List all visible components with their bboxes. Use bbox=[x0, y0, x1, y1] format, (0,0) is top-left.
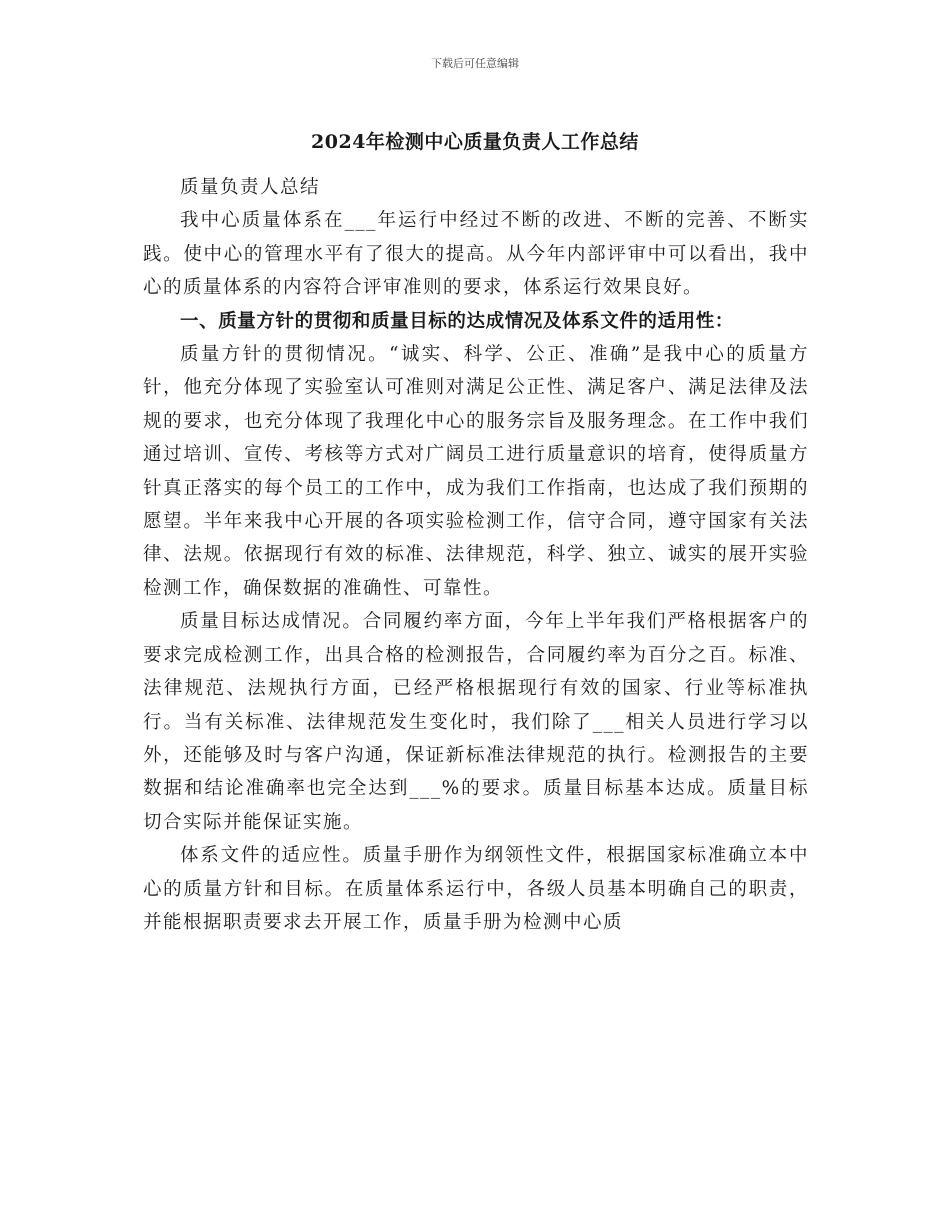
paragraph-policy: 质量方针的贯彻情况。“诚实、科学、公正、准确”是我中心的质量方针，他充分体现了实验室认可准则对满足公正性、满足客户、满足法律及法规的要求，也充分体现了我理化中心的服务宗旨及服务理念。在工作中我们通过培训、宣传、考核等方式对广阔员工进行质量意识的培育，使得质量方针真正落实的每个员工的工作中，成为我们工作指南，也达成了我们预期的愿望。半年来我中心开展的各项实验检测工作，信守合同，遵守国家有关法律、法规。依据现行有效的标准、法律规范，科学、独立、诚实的展开实验检测工作，确保数据的准确性、可靠性。 bbox=[143, 344, 809, 599]
page-header-note: 下载后可任意编辑 bbox=[431, 57, 519, 70]
document-body bbox=[143, 171, 809, 939]
paragraph-intro: 我中心质量体系在___年运行中经过不断的改进、不断的完善、不断实践。使中心的管理水平有了很大的提高。从今年内部评审中可以看出，我中心的质量体系的内容符合评审准则的要求，体系运行效果良好。 bbox=[143, 210, 809, 299]
paragraph-objectives: 质量目标达成情况。合同履约率方面，今年上半年我们严格根据客户的要求完成检测工作，出具合格的检测报告，合同履约率为百分之百。标准、法律规范、法规执行方面，已经严格根据现行有效的国家、行业等标准执行。当有关标准、法律规范发生变化时，我们除了___相关人员进行学习以外，还能够及时与客户沟通，保证新标准法律规范的执行。检测报告的主要数据和结论准确率也完全达到___%的要求。质量目标基本达成。质量目标切合实际并能保证实施。 bbox=[143, 611, 809, 833]
paragraph-summary-label: 质量负责人总结 bbox=[180, 177, 321, 198]
document-title: 2024年检测中心质量负责人工作总结 bbox=[311, 131, 639, 153]
section-heading-1: 一、质量方针的贯彻和质量目标的达成情况及体系文件的适用性： bbox=[180, 310, 734, 332]
paragraph-documents: 体系文件的适应性。质量手册作为纲领性文件，根据国家标准确立本中心的质量方针和目标。在质量体系运行中，各级人员基本明确自己的职责，并能根据职责要求去开展工作，质量手册为检测中心质 bbox=[143, 845, 809, 933]
